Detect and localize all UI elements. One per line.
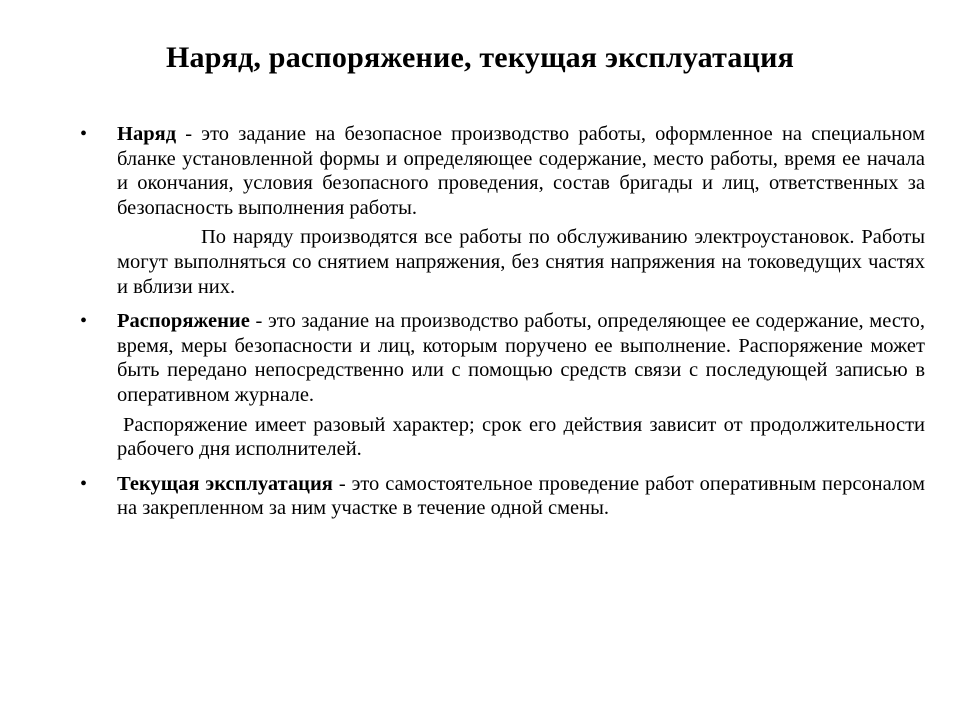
definition-rasporyazhenie: - это задание на производство работы, определяющее ее содержание, место, время, меры безопасности и лиц, которым поручено ее выполнение. Распоряжение может быть передано непосредственно или с помощью средств связи с последующей записью в оперативном журнале. xyxy=(117,310,925,406)
definition-paragraph xyxy=(117,472,925,521)
slide-title: Наряд, распоряжение, текущая эксплуатация xyxy=(165,41,795,74)
list-item-rasporyazhenie xyxy=(80,309,925,462)
note-naryad: По наряду производятся все работы по обслуживанию электроустановок. Работы могут выполняться со снятием напряжения, без снятия напряжения на токоведущих частях и вблизи них. xyxy=(117,226,925,298)
bullet-icon: • xyxy=(80,123,88,145)
term-naryad: Наряд xyxy=(117,123,177,145)
note-rasporyazhenie: Распоряжение имеет разовый характер; срок его действия зависит от продолжительности рабочего дня исполнителей. xyxy=(117,413,925,461)
definition-naryad: - это задание на безопасное производство работы, оформленное на специальном бланке установленной формы и определяющее содержание, место работы, время ее начала и окончания, условия безопасного проведения, состав бригады и лиц, ответственных за безопасность выполнения работы. xyxy=(117,123,925,219)
bullet-icon: • xyxy=(80,472,88,495)
definition-paragraph xyxy=(117,122,925,220)
term-rasporyazhenie: Распоряжение xyxy=(117,310,250,333)
bullet-icon: • xyxy=(80,310,88,333)
term-tekushchaya-ekspluatatsiya: Текущая эксплуатация xyxy=(117,472,333,495)
list-item-tekushchaya-ekspluatatsiya xyxy=(80,472,925,521)
slide-content xyxy=(80,122,925,521)
list-item-naryad xyxy=(80,122,925,299)
definition-tekushchaya-ekspluatatsiya: - это самостоятельное проведение работ оперативным персоналом на закрепленном за ним участке в течение одной смены. xyxy=(117,472,925,520)
definition-paragraph xyxy=(117,309,925,407)
